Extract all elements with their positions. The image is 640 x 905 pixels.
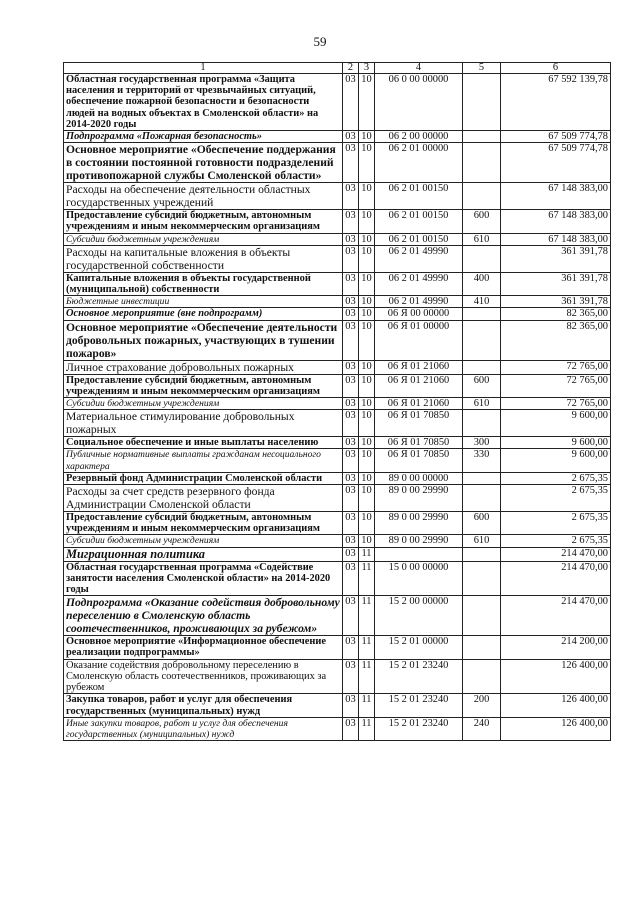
- row-target-article-cell: 06 2 00 00000: [375, 131, 463, 143]
- table-row: [64, 74, 611, 131]
- row-expense-type-cell: 240: [463, 717, 501, 740]
- table-row: [64, 472, 611, 484]
- row-section-cell: 03: [343, 398, 359, 410]
- row-name-cell: Субсидии бюджетным учреждениям: [64, 398, 343, 410]
- row-subsection-cell: 11: [359, 659, 375, 694]
- row-subsection-cell: 10: [359, 143, 375, 183]
- header-cell-6: 6: [501, 63, 611, 74]
- row-name-cell: Подпрограмма «Оказание содействия добровольному переселению в Смоленскую область соотечественников, проживающих за рубежом»: [64, 596, 343, 636]
- row-section-cell: 03: [343, 360, 359, 374]
- table-row: [64, 143, 611, 183]
- row-amount-cell: 9 600,00: [501, 410, 611, 437]
- table-row: [64, 320, 611, 360]
- row-expense-type-cell: [463, 143, 501, 183]
- row-amount-cell: 82 365,00: [501, 320, 611, 360]
- row-target-article-cell: 06 2 01 49990: [375, 272, 463, 295]
- row-amount-cell: 67 592 139,78: [501, 74, 611, 131]
- row-subsection-cell: 10: [359, 485, 375, 512]
- row-name-cell: Расходы за счет средств резервного фонда Администрации Смоленской области: [64, 485, 343, 512]
- row-amount-cell: 214 470,00: [501, 561, 611, 596]
- row-section-cell: 03: [343, 449, 359, 472]
- row-expense-type-cell: 600: [463, 374, 501, 397]
- row-expense-type-cell: [463, 472, 501, 484]
- row-expense-type-cell: 600: [463, 512, 501, 535]
- table-row: [64, 694, 611, 717]
- row-subsection-cell: 11: [359, 717, 375, 740]
- row-amount-cell: 72 765,00: [501, 398, 611, 410]
- row-subsection-cell: 10: [359, 398, 375, 410]
- row-amount-cell: 9 600,00: [501, 449, 611, 472]
- row-amount-cell: 361 391,78: [501, 296, 611, 308]
- row-expense-type-cell: [463, 74, 501, 131]
- row-name-cell: Личное страхование добровольных пожарных: [64, 360, 343, 374]
- row-expense-type-cell: 400: [463, 272, 501, 295]
- row-name-cell: Социальное обеспечение и иные выплаты населению: [64, 437, 343, 449]
- row-section-cell: 03: [343, 485, 359, 512]
- table-row: [64, 272, 611, 295]
- row-expense-type-cell: [463, 561, 501, 596]
- table-row: [64, 360, 611, 374]
- header-cell-3: 3: [359, 63, 375, 74]
- row-section-cell: 03: [343, 596, 359, 636]
- table-row: [64, 636, 611, 659]
- row-target-article-cell: 15 0 00 00000: [375, 561, 463, 596]
- row-section-cell: 03: [343, 437, 359, 449]
- row-amount-cell: 126 400,00: [501, 659, 611, 694]
- row-amount-cell: 214 470,00: [501, 547, 611, 561]
- row-amount-cell: 2 675,35: [501, 472, 611, 484]
- row-name-cell: Субсидии бюджетным учреждениям: [64, 233, 343, 245]
- table-row: [64, 131, 611, 143]
- header-cell-5: 5: [463, 63, 501, 74]
- row-target-article-cell: 89 0 00 29990: [375, 512, 463, 535]
- row-target-article-cell: 15 2 01 23240: [375, 694, 463, 717]
- row-name-cell: Расходы на капитальные вложения в объекты государственной собственности: [64, 245, 343, 272]
- row-amount-cell: 72 765,00: [501, 360, 611, 374]
- row-name-cell: Бюджетные инвестиции: [64, 296, 343, 308]
- row-amount-cell: 2 675,35: [501, 535, 611, 547]
- row-amount-cell: 67 509 774,78: [501, 143, 611, 183]
- row-subsection-cell: 11: [359, 547, 375, 561]
- row-name-cell: Капитальные вложения в объекты государственной (муниципальной) собственности: [64, 272, 343, 295]
- row-target-article-cell: 06 2 01 00000: [375, 143, 463, 183]
- table-row: [64, 485, 611, 512]
- row-target-article-cell: 15 2 00 00000: [375, 596, 463, 636]
- row-amount-cell: 67 509 774,78: [501, 131, 611, 143]
- row-target-article-cell: 06 2 01 00150: [375, 210, 463, 233]
- row-section-cell: 03: [343, 410, 359, 437]
- row-amount-cell: 2 675,35: [501, 485, 611, 512]
- row-section-cell: 03: [343, 143, 359, 183]
- row-section-cell: 03: [343, 245, 359, 272]
- row-name-cell: Миграционная политика: [64, 547, 343, 561]
- table-row: [64, 717, 611, 740]
- row-expense-type-cell: [463, 245, 501, 272]
- table-row: [64, 437, 611, 449]
- row-amount-cell: 9 600,00: [501, 437, 611, 449]
- row-amount-cell: 126 400,00: [501, 717, 611, 740]
- row-subsection-cell: 10: [359, 210, 375, 233]
- table-row: [64, 659, 611, 694]
- row-subsection-cell: 10: [359, 131, 375, 143]
- row-section-cell: 03: [343, 131, 359, 143]
- row-target-article-cell: 06 2 01 49990: [375, 296, 463, 308]
- row-name-cell: Материальное стимулирование добровольных пожарных: [64, 410, 343, 437]
- row-expense-type-cell: 600: [463, 210, 501, 233]
- row-amount-cell: 361 391,78: [501, 272, 611, 295]
- row-name-cell: Основное мероприятие (вне подпрограмм): [64, 308, 343, 320]
- row-subsection-cell: 11: [359, 636, 375, 659]
- row-section-cell: 03: [343, 233, 359, 245]
- row-name-cell: Основное мероприятие «Информационное обеспечение реализации подпрограммы»: [64, 636, 343, 659]
- row-expense-type-cell: 410: [463, 296, 501, 308]
- row-target-article-cell: 06 Я 01 70850: [375, 449, 463, 472]
- row-subsection-cell: 10: [359, 535, 375, 547]
- row-subsection-cell: 11: [359, 561, 375, 596]
- header-cell-4: 4: [375, 63, 463, 74]
- row-expense-type-cell: [463, 547, 501, 561]
- row-section-cell: 03: [343, 183, 359, 210]
- row-expense-type-cell: 610: [463, 233, 501, 245]
- table-row: [64, 512, 611, 535]
- page-number: 59: [313, 34, 327, 49]
- row-expense-type-cell: [463, 320, 501, 360]
- table-row: [64, 210, 611, 233]
- row-amount-cell: 214 470,00: [501, 596, 611, 636]
- row-subsection-cell: 11: [359, 694, 375, 717]
- table-row: [64, 561, 611, 596]
- row-subsection-cell: 10: [359, 272, 375, 295]
- row-section-cell: 03: [343, 272, 359, 295]
- row-expense-type-cell: [463, 485, 501, 512]
- row-amount-cell: 2 675,35: [501, 512, 611, 535]
- header-cell-1: 1: [64, 63, 343, 74]
- row-target-article-cell: 89 0 00 00000: [375, 472, 463, 484]
- row-target-article-cell: 06 2 01 00150: [375, 183, 463, 210]
- table-row: [64, 296, 611, 308]
- row-target-article-cell: 06 Я 01 70850: [375, 437, 463, 449]
- row-target-article-cell: 06 Я 01 70850: [375, 410, 463, 437]
- row-expense-type-cell: [463, 360, 501, 374]
- row-target-article-cell: 15 2 01 00000: [375, 636, 463, 659]
- row-name-cell: Предоставление субсидий бюджетным, автономным учреждениям и иным некоммерческим организациям: [64, 374, 343, 397]
- row-name-cell: Предоставление субсидий бюджетным, автономным учреждениям и иным некоммерческим организациям: [64, 210, 343, 233]
- table-row: [64, 374, 611, 397]
- table-row: [64, 308, 611, 320]
- row-subsection-cell: 11: [359, 596, 375, 636]
- row-name-cell: Закупка товаров, работ и услуг для обеспечения государственных (муниципальных) нужд: [64, 694, 343, 717]
- row-amount-cell: 67 148 383,00: [501, 233, 611, 245]
- row-amount-cell: 126 400,00: [501, 694, 611, 717]
- row-name-cell: Публичные нормативные выплаты гражданам несоциального характера: [64, 449, 343, 472]
- row-expense-type-cell: [463, 183, 501, 210]
- row-subsection-cell: 10: [359, 360, 375, 374]
- row-amount-cell: 72 765,00: [501, 374, 611, 397]
- row-target-article-cell: 06 Я 01 21060: [375, 398, 463, 410]
- row-subsection-cell: 10: [359, 296, 375, 308]
- row-name-cell: Предоставление субсидий бюджетным, автономным учреждениям и иным некоммерческим организациям: [64, 512, 343, 535]
- row-name-cell: Основное мероприятие «Обеспечение деятельности добровольных пожарных, участвующих в тушении пожаров»: [64, 320, 343, 360]
- row-subsection-cell: 10: [359, 245, 375, 272]
- row-subsection-cell: 10: [359, 472, 375, 484]
- row-amount-cell: 361 391,78: [501, 245, 611, 272]
- row-name-cell: Иные закупки товаров, работ и услуг для обеспечения государственных (муниципальных) нужд: [64, 717, 343, 740]
- header-cell-2: 2: [343, 63, 359, 74]
- row-name-cell: Субсидии бюджетным учреждениям: [64, 535, 343, 547]
- row-section-cell: 03: [343, 308, 359, 320]
- row-expense-type-cell: [463, 308, 501, 320]
- table-row: [64, 398, 611, 410]
- row-subsection-cell: 10: [359, 374, 375, 397]
- row-section-cell: 03: [343, 210, 359, 233]
- row-expense-type-cell: 200: [463, 694, 501, 717]
- row-target-article-cell: 06 Я 01 00000: [375, 320, 463, 360]
- table-row: [64, 183, 611, 210]
- row-name-cell: Оказание содействия добровольному переселению в Смоленскую область соотечественников, проживающих за рубежом: [64, 659, 343, 694]
- table-row: [64, 410, 611, 437]
- row-section-cell: 03: [343, 74, 359, 131]
- row-section-cell: 03: [343, 512, 359, 535]
- table-header-row: [64, 63, 611, 74]
- row-subsection-cell: 10: [359, 437, 375, 449]
- table-row: [64, 449, 611, 472]
- row-amount-cell: 67 148 383,00: [501, 210, 611, 233]
- row-target-article-cell: 06 Я 01 21060: [375, 360, 463, 374]
- row-section-cell: 03: [343, 561, 359, 596]
- row-name-cell: Основное мероприятие «Обеспечение поддержания в состоянии постоянной готовности подразделений противопожарной службы Смоленской области»: [64, 143, 343, 183]
- row-section-cell: 03: [343, 636, 359, 659]
- row-expense-type-cell: [463, 596, 501, 636]
- row-target-article-cell: 06 Я 01 21060: [375, 374, 463, 397]
- row-amount-cell: 82 365,00: [501, 308, 611, 320]
- row-subsection-cell: 10: [359, 512, 375, 535]
- row-target-article-cell: 89 0 00 29990: [375, 535, 463, 547]
- row-expense-type-cell: [463, 131, 501, 143]
- row-expense-type-cell: [463, 636, 501, 659]
- row-section-cell: 03: [343, 296, 359, 308]
- budget-table: [63, 62, 611, 741]
- row-section-cell: 03: [343, 659, 359, 694]
- row-subsection-cell: 10: [359, 233, 375, 245]
- table-row: [64, 245, 611, 272]
- row-expense-type-cell: [463, 410, 501, 437]
- row-expense-type-cell: 330: [463, 449, 501, 472]
- row-name-cell: Областная государственная программа «Содействие занятости населения Смоленской области» на 2014-2020 годы: [64, 561, 343, 596]
- row-target-article-cell: 06 Я 00 00000: [375, 308, 463, 320]
- row-name-cell: Подпрограмма «Пожарная безопасность»: [64, 131, 343, 143]
- row-target-article-cell: 06 0 00 00000: [375, 74, 463, 131]
- row-expense-type-cell: [463, 659, 501, 694]
- row-subsection-cell: 10: [359, 449, 375, 472]
- row-target-article-cell: 06 2 01 49990: [375, 245, 463, 272]
- row-target-article-cell: 06 2 01 00150: [375, 233, 463, 245]
- row-section-cell: 03: [343, 374, 359, 397]
- row-amount-cell: 214 200,00: [501, 636, 611, 659]
- row-target-article-cell: [375, 547, 463, 561]
- row-amount-cell: 67 148 383,00: [501, 183, 611, 210]
- row-target-article-cell: 89 0 00 29990: [375, 485, 463, 512]
- row-name-cell: Расходы на обеспечение деятельности областных государственных учреждений: [64, 183, 343, 210]
- table-row: [64, 547, 611, 561]
- row-name-cell: Областная государственная программа «Защита населения и территорий от чрезвычайных ситуаций, обеспечение пожарной безопасности и безопасности людей на водных объектах в Смоленской области» на 2014-2020 годы: [64, 74, 343, 131]
- table-row: [64, 535, 611, 547]
- row-expense-type-cell: 300: [463, 437, 501, 449]
- row-section-cell: 03: [343, 717, 359, 740]
- row-section-cell: 03: [343, 472, 359, 484]
- row-subsection-cell: 10: [359, 410, 375, 437]
- row-expense-type-cell: 610: [463, 398, 501, 410]
- row-expense-type-cell: 610: [463, 535, 501, 547]
- row-subsection-cell: 10: [359, 320, 375, 360]
- table-row: [64, 233, 611, 245]
- row-target-article-cell: 15 2 01 23240: [375, 659, 463, 694]
- row-section-cell: 03: [343, 535, 359, 547]
- row-subsection-cell: 10: [359, 74, 375, 131]
- row-target-article-cell: 15 2 01 23240: [375, 717, 463, 740]
- table-row: [64, 596, 611, 636]
- row-section-cell: 03: [343, 320, 359, 360]
- row-section-cell: 03: [343, 694, 359, 717]
- row-subsection-cell: 10: [359, 308, 375, 320]
- row-section-cell: 03: [343, 547, 359, 561]
- row-name-cell: Резервный фонд Администрации Смоленской области: [64, 472, 343, 484]
- row-subsection-cell: 10: [359, 183, 375, 210]
- table-body: [64, 74, 611, 741]
